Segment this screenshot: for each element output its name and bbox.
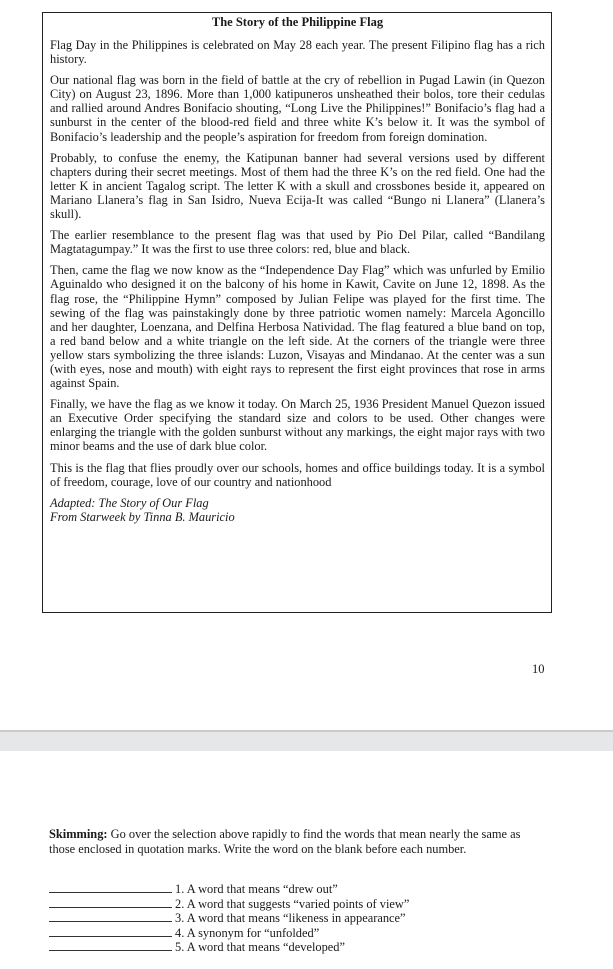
- item-text: 4. A synonym for “unfolded”: [175, 925, 320, 940]
- exercise-label: Skimming:: [49, 827, 108, 841]
- exercise-items: [49, 882, 409, 955]
- paragraph: Then, came the flag we now know as the “Independence Day Flag” which was unfurled by Emilio Aguinaldo who designed it on the balcony of his home in Kawit, Cavite on June 12, 1898. As the flag rose, the “Philippine Hymn” composed by Julian Felipe was played for the first time. The sewing of the flag was painstakingly done by three patriotic women namely: Marcela Agoncillo and her daughter, Loenzana, and Delfina Herbosa Natividad. The flag featured a blue band on top, a red band below and a white triangle on the left side. At the corners of the triangle were three yellow stars symbolizing the three islands: Luzon, Visayas and Mindanao. At the center was a sun (with eyes, nose and mouth) with eight rays to represent the first eight provinces that rose in arms against Spain.: [50, 263, 545, 391]
- answer-blank[interactable]: [49, 882, 172, 893]
- item-text: 3. A word that means “likeness in appearance”: [175, 911, 406, 925]
- page-number: 10: [532, 662, 545, 676]
- exercise-item: [49, 926, 409, 941]
- exercise-item: [49, 911, 409, 926]
- answer-blank[interactable]: [49, 926, 172, 937]
- exercise-instructions: [49, 827, 549, 857]
- paragraph: Finally, we have the flag as we know it today. On March 25, 1936 President Manuel Quezon issued an Executive Order specifying the standard size and colors to be used. Other changes were enlarging the triangle with the golden sunburst without any markings, the eight major rays with two minor beams and the use of dark blue color.: [50, 397, 545, 454]
- answer-blank[interactable]: [49, 897, 172, 908]
- paragraph: The earlier resemblance to the present flag was that used by Pio Del Pilar, called “Bandilang Magtatagumpay.” It was the first to use three colors: red, blue and black.: [50, 228, 545, 257]
- item-text: 2. A word that suggests “varied points of view”: [175, 896, 410, 911]
- exercise-item: [49, 897, 409, 912]
- paragraph: Probably, to confuse the enemy, the Katipunan banner had several versions used by different chapters during their secret meetings. Most of them had the three K’s on the red field. One had the letter K in ancient Tagalog script. The letter K with a skull and crossbones beside it, appeared on Mariano Llanera’s flag in San Isidro, Nueva Ecija-It was called “Bungo ni Llanera” (Llanera’s skull).: [50, 150, 545, 222]
- article-box: [42, 12, 552, 613]
- paragraph: This is the flag that flies proudly over our schools, homes and office buildings today. It is a symbol of freedom, courage, love of our country and nationhood: [50, 460, 545, 489]
- source-line: Adapted: The Story of Our Flag: [50, 495, 209, 510]
- exercise-item: [49, 940, 409, 955]
- page-separator: [0, 730, 613, 751]
- answer-blank[interactable]: [49, 911, 172, 922]
- item-text: 5. A word that means “developed”: [175, 940, 345, 954]
- item-text: 1. A word that means “drew out”: [175, 882, 338, 896]
- article-title: The Story of the Philippine Flag: [211, 15, 384, 29]
- instructions-text: Go over the selection above rapidly to find the words that mean nearly the same as those enclosed in quotation marks. Write the word on the blank before each number.: [49, 827, 521, 856]
- paragraph: Flag Day in the Philippines is celebrated on May 28 each year. The present Filipino flag has a rich history.: [50, 38, 545, 67]
- paragraph: Our national flag was born in the field of battle at the cry of rebellion in Pugad Lawin (in Quezon City) on August 23, 1896. More than 1,000 katipuneros unsheathed their bolos, tore their cedulas and rallied around Andres Bonifacio shouting, “Long Live the Philippines!” Bonifacio’s flag had a sunburst in the center of the blood-red field and three white K’s below it. It was the symbol of Bonifacio’s leadership and the people’s aspiration for freedom from foreign domination.: [50, 73, 545, 144]
- answer-blank[interactable]: [49, 940, 172, 951]
- source-line: From Starweek by Tinna B. Mauricio: [50, 509, 235, 524]
- exercise-item: [49, 882, 409, 897]
